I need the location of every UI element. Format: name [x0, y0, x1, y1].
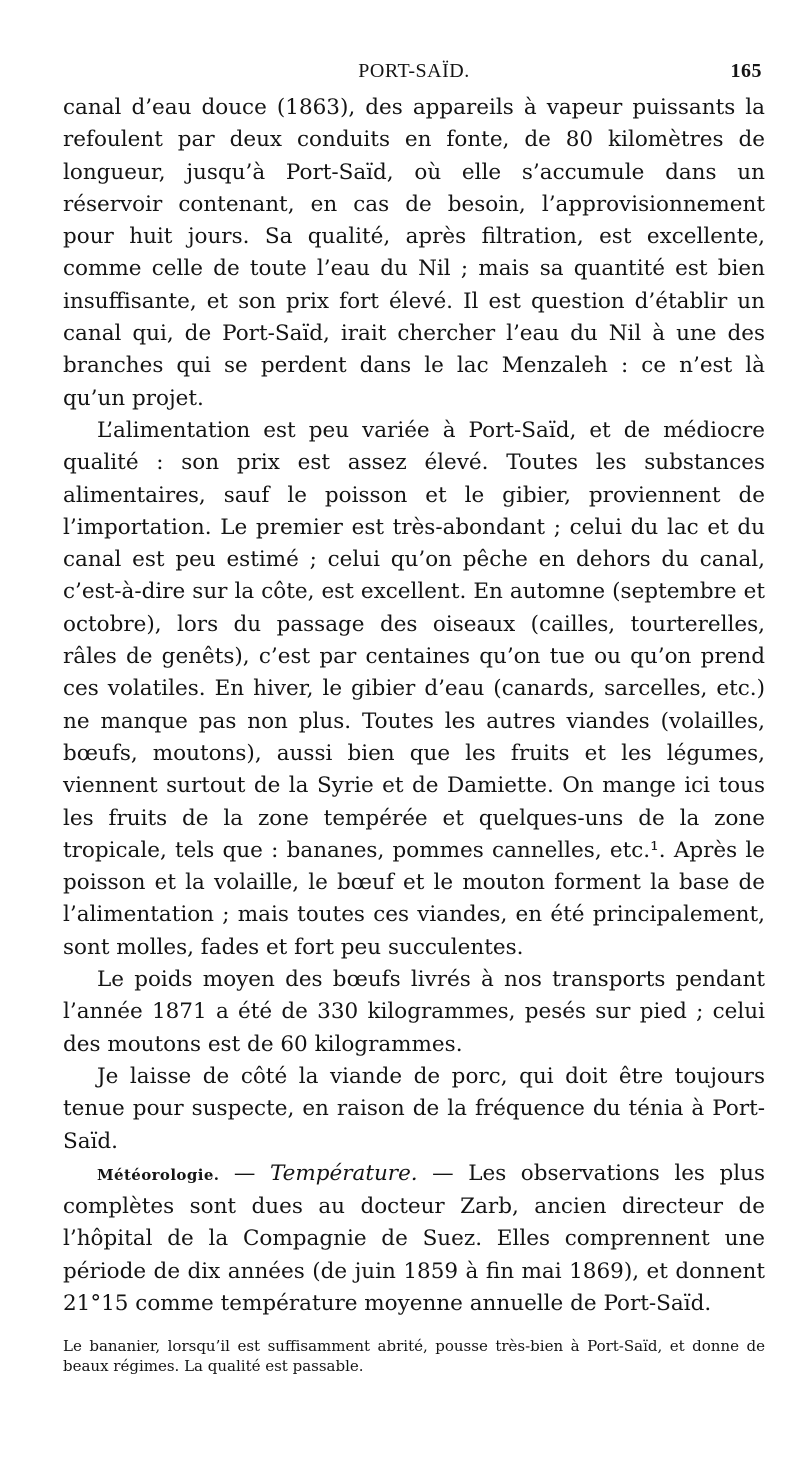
running-title: PORT-SAÏD. — [358, 60, 470, 82]
section-heading: Météorologie. — [97, 1165, 220, 1184]
paragraph-water-supply: canal d’eau douce (1863), des appareils à vapeur puissants la refoulent par deux conduits en fonte, de 80 kilomètres de longueur, jusqu’à Port-Saïd, où elle s’accumule dans un réservoir contenant, en cas de besoin, l’approvisionnement pour huit jours. Sa qualité, après filtration, est excellente, comme celle de toute l’eau du Nil ; mais sa quantité est bien insuffisante, et son prix fort élevé. Il est question d’établir un canal qui, de Port-Saïd, irait chercher l’eau du Nil à une des branches qui se perdent dans le lac Menzaleh : ce n’est là qu’un projet. — [63, 95, 765, 411]
running-head — [63, 58, 765, 92]
paragraph-cattle-weight: Le poids moyen des bœufs livrés à nos transports pendant l’année 1871 a été de 330 kilogrammes, pesés sur pied ; celui des moutons est de 60 kilogrammes. — [63, 967, 765, 1057]
section-subheading: Température. — [269, 1160, 418, 1186]
paragraph-food: L’alimentation est peu variée à Port-Saïd, et de médiocre qualité : son prix est assez élevé. Toutes les substances alimentaires, sauf le poisson et le gibier, proviennent de l’importation. Le premier est très-abondant ; celui du lac et du canal est peu estimé ; celui qu’on pêche en dehors du canal, c’est-à-dire sur la côte, est excellent. En automne (septembre et octobre), lors du passage des oiseaux (cailles, tourterelles, râles de genêts), c’est par centaines qu’on tue ou qu’on prend ces volatiles. En hiver, le gibier d’eau (canards, sarcelles, etc.) ne manque pas non plus. Toutes les autres viandes (volailles, bœufs, moutons), aussi bien que les fruits et les légumes, viennent surtout de la Syrie et de Damiette. On mange ici tous les fruits de la zone tempérée et quelques-uns de la zone tropicale, tels que : bananes, pommes cannelles, etc.¹. Après le poisson et la volaille, le bœuf et le mouton forment la base de l’alimentation ; mais toutes ces viandes, en été principalement, sont molles, fades et fort peu succulentes. — [63, 417, 765, 960]
paragraph-meteorology — [63, 1158, 765, 1320]
book-page — [63, 58, 765, 1376]
page-number: 165 — [730, 60, 762, 82]
heading-dash: — — [219, 1160, 270, 1186]
paragraph-pork: Je laisse de côté la viande de porc, qui doit être toujours tenue pour suspecte, en raison de la fréquence du ténia à Port-Saïd. — [63, 1063, 765, 1154]
body-text — [63, 92, 765, 1320]
footnote — [63, 1336, 765, 1376]
heading-dash: — — [417, 1160, 469, 1186]
meteorology-text: Les observations les plus complètes sont dues au docteur Zarb, ancien directeur de l’hôpital de la Compagnie de Suez. Elles comprennent une période de dix années (de juin 1859 à fin mai 1869), et donnent 21°15 comme température moyenne annuelle de Port-Saïd. — [63, 1160, 766, 1316]
footnote-text: Le bananier, lorsqu’il est suffisamment abrité, pousse très-bien à Port-Saïd, et donne de beaux régimes. La qualité est passable. — [63, 1337, 765, 1376]
